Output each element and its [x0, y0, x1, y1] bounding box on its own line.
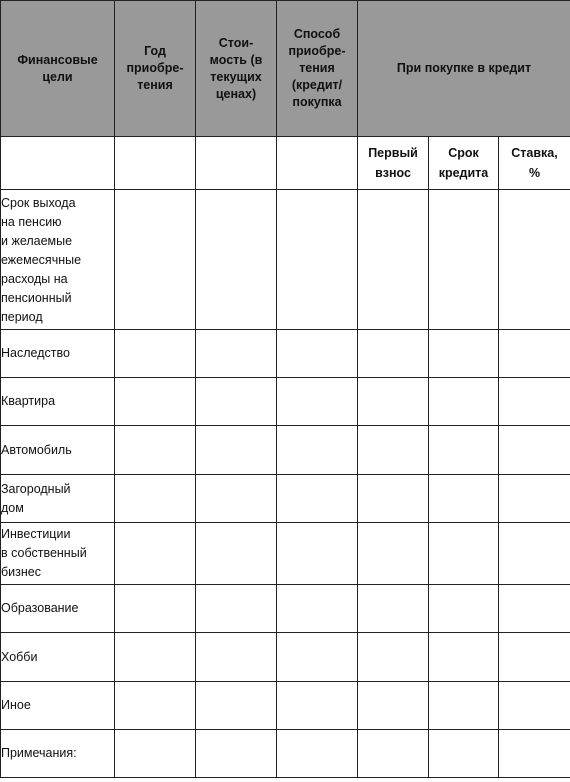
table-cell — [277, 633, 358, 682]
subheader-row — [1, 137, 570, 190]
table-cell — [429, 730, 499, 778]
table-cell — [429, 330, 499, 378]
table-row — [1, 523, 570, 585]
table-cell — [115, 633, 196, 682]
table-cell — [277, 730, 358, 778]
table-cell — [358, 585, 429, 633]
table-cell — [277, 330, 358, 378]
table-cell — [115, 585, 196, 633]
table-cell — [277, 682, 358, 730]
table-cell — [115, 682, 196, 730]
table-cell — [499, 330, 570, 378]
table-cell — [358, 426, 429, 475]
row-label-business-investment: Инвестиции в собственный бизнес — [1, 523, 115, 585]
row-label-retirement: Срок выхода на пенсию и желаемые ежемесячные расходы на пенсионный период — [1, 190, 115, 330]
table-cell — [277, 585, 358, 633]
table-row — [1, 378, 570, 426]
header-credit-purchase: При покупке в кредит — [358, 1, 570, 137]
table-cell — [499, 190, 570, 330]
table-cell — [429, 585, 499, 633]
table-cell — [429, 378, 499, 426]
row-label-notes: Примечания: — [1, 730, 115, 778]
table-cell — [499, 378, 570, 426]
table-cell — [196, 426, 277, 475]
table-row — [1, 190, 570, 330]
subheader-empty-cell — [196, 137, 277, 190]
table-cell — [358, 730, 429, 778]
table-cell — [358, 523, 429, 585]
row-label-education: Образование — [1, 585, 115, 633]
table-cell — [499, 633, 570, 682]
table-cell — [358, 378, 429, 426]
table-cell — [429, 633, 499, 682]
table-cell — [115, 190, 196, 330]
table-cell — [499, 682, 570, 730]
table-cell — [196, 633, 277, 682]
header-row — [1, 1, 570, 137]
header-purchase-year: Год приобре- тения — [115, 1, 196, 137]
table-cell — [196, 190, 277, 330]
table-cell — [196, 730, 277, 778]
table-row — [1, 426, 570, 475]
table-cell — [429, 475, 499, 523]
table-cell — [429, 426, 499, 475]
table-cell — [358, 633, 429, 682]
row-label-car: Автомобиль — [1, 426, 115, 475]
table-cell — [277, 190, 358, 330]
table-cell — [115, 475, 196, 523]
header-financial-goals: Финансовые цели — [1, 1, 115, 137]
table-cell — [115, 330, 196, 378]
table-cell — [499, 523, 570, 585]
table-cell — [429, 523, 499, 585]
table-cell — [358, 330, 429, 378]
table-cell — [115, 426, 196, 475]
row-label-inheritance: Наследство — [1, 330, 115, 378]
row-label-country-house: Загородный дом — [1, 475, 115, 523]
table-row — [1, 633, 570, 682]
table-cell — [115, 730, 196, 778]
table-cell — [196, 682, 277, 730]
table-cell — [358, 475, 429, 523]
table-cell — [358, 682, 429, 730]
table-cell — [196, 330, 277, 378]
subheader-down-payment: Первый взнос — [358, 137, 429, 190]
table-row — [1, 730, 570, 778]
table-cell — [115, 378, 196, 426]
table-cell — [499, 426, 570, 475]
table-cell — [115, 523, 196, 585]
row-label-other: Иное — [1, 682, 115, 730]
row-label-apartment: Квартира — [1, 378, 115, 426]
header-acquisition-method: Способ приобре- тения (кредит/ покупка — [277, 1, 358, 137]
table-row — [1, 475, 570, 523]
row-label-hobby: Хобби — [1, 633, 115, 682]
table-cell — [499, 730, 570, 778]
subheader-interest-rate: Ставка, % — [499, 137, 570, 190]
header-cost: Стои- мость (в текущих ценах) — [196, 1, 277, 137]
table-row — [1, 682, 570, 730]
subheader-empty-cell — [1, 137, 115, 190]
table-cell — [429, 682, 499, 730]
table-cell — [429, 190, 499, 330]
table-row — [1, 585, 570, 633]
table-cell — [277, 475, 358, 523]
table-cell — [196, 378, 277, 426]
table-cell — [196, 475, 277, 523]
table-cell — [277, 378, 358, 426]
table-cell — [196, 523, 277, 585]
table-cell — [196, 585, 277, 633]
subheader-loan-term: Срок кредита — [429, 137, 499, 190]
subheader-empty-cell — [277, 137, 358, 190]
table-cell — [277, 426, 358, 475]
table-row — [1, 330, 570, 378]
table-cell — [358, 190, 429, 330]
table-cell — [499, 585, 570, 633]
subheader-empty-cell — [115, 137, 196, 190]
table-cell — [277, 523, 358, 585]
table-cell — [499, 475, 570, 523]
